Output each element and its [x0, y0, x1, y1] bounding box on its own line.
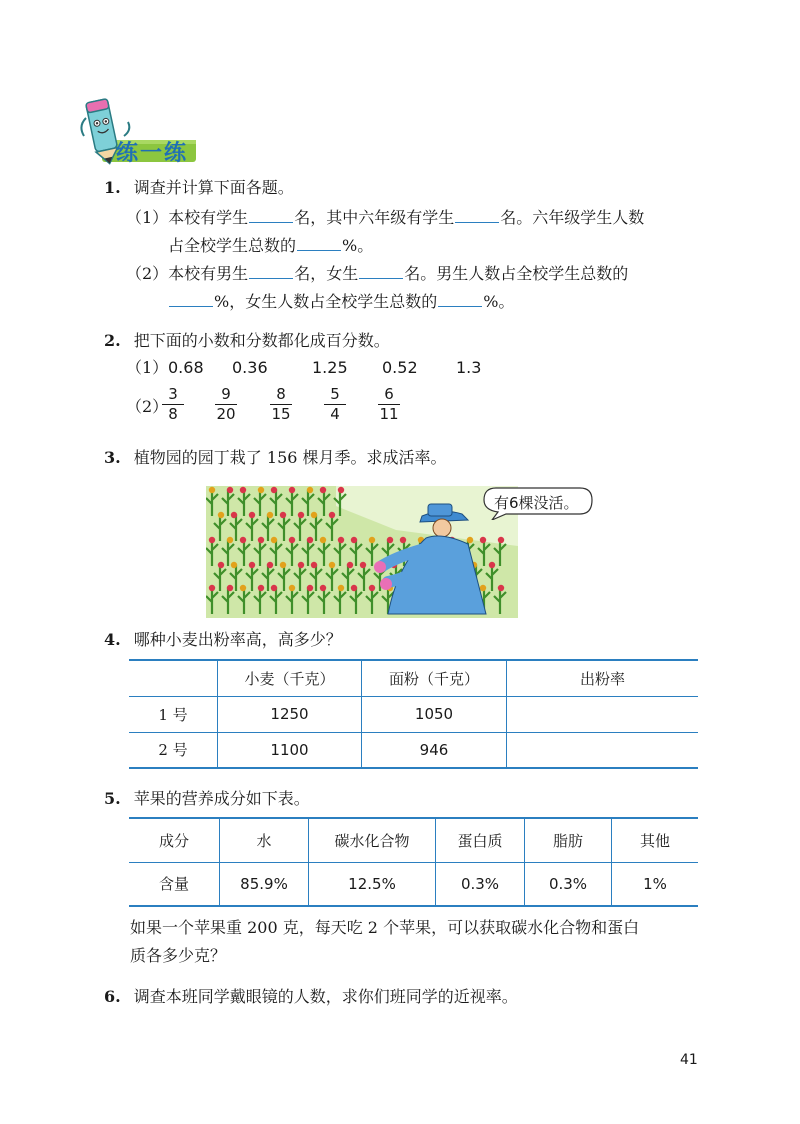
fraction-item — [213, 386, 239, 423]
numerator: 5 — [330, 385, 340, 403]
table-header-row — [129, 660, 698, 696]
question-6 — [104, 987, 518, 1007]
answer-blank[interactable] — [455, 206, 499, 223]
rose-garden-illustration — [206, 486, 518, 618]
table-cell: 12.5% — [309, 862, 436, 906]
numerator: 9 — [221, 385, 231, 403]
table-cell: 0.3% — [436, 862, 525, 906]
table-header-row — [129, 818, 698, 862]
table-cell: 1100 — [218, 732, 362, 768]
text: 名。六年级学生人数 — [500, 208, 645, 227]
question-4 — [104, 630, 342, 650]
section-title: 练一练 — [116, 141, 189, 166]
q1-part2-line2 — [168, 290, 514, 312]
table-header-cell: 其他 — [612, 818, 699, 862]
fraction-item — [376, 386, 402, 423]
question-text: 植物园的园丁栽了 156 棵月季。求成活率。 — [133, 448, 447, 467]
table-header-cell: 小麦（千克） — [218, 660, 362, 696]
text: %。 — [342, 236, 374, 255]
denominator: 15 — [271, 405, 291, 423]
table-row — [129, 732, 698, 768]
fraction-item — [322, 386, 348, 423]
question-text: 苹果的营养成分如下表。 — [133, 789, 310, 808]
table-header-cell — [129, 660, 218, 696]
answer-cell[interactable] — [507, 696, 699, 732]
table-row — [129, 862, 698, 906]
text: （1）本校有学生 — [126, 208, 249, 227]
table-cell: 1 号 — [129, 696, 218, 732]
numerator: 3 — [168, 385, 178, 403]
answer-blank[interactable] — [438, 290, 482, 307]
q2-row2-label: （2） — [126, 397, 169, 416]
text: %，女生人数占全校学生总数的 — [214, 292, 438, 311]
q2-row1-label: （1） — [126, 358, 169, 377]
decimal-item: 1.25 — [312, 358, 348, 377]
speech-bubble — [482, 486, 594, 520]
text: %。 — [483, 292, 515, 311]
question-number: 2. — [104, 331, 121, 350]
decimal-item: 1.3 — [456, 358, 482, 377]
q5-followup-line2: 质各多少克？ — [130, 946, 227, 965]
apple-nutrition-table — [129, 817, 698, 907]
question-number: 1. — [104, 178, 121, 197]
text: 名，女生 — [294, 264, 359, 283]
wheat-table — [129, 659, 698, 769]
table-cell: 1050 — [362, 696, 507, 732]
answer-blank[interactable] — [249, 206, 293, 223]
text: 占全校学生总数的 — [168, 236, 297, 255]
denominator: 11 — [379, 405, 399, 423]
answer-blank[interactable] — [297, 234, 341, 251]
table-cell: 85.9% — [220, 862, 309, 906]
table-header-cell: 脂肪 — [525, 818, 612, 862]
table-header-cell: 出粉率 — [507, 660, 699, 696]
page-number: 41 — [680, 1052, 698, 1068]
question-3 — [104, 448, 447, 468]
table-cell: 0.3% — [525, 862, 612, 906]
table-cell: 946 — [362, 732, 507, 768]
table-cell: 1250 — [218, 696, 362, 732]
question-2 — [104, 331, 390, 351]
answer-blank[interactable] — [169, 290, 213, 307]
question-number: 5. — [104, 789, 121, 808]
question-text: 调查本班同学戴眼镜的人数，求你们班同学的近视率。 — [133, 987, 518, 1006]
answer-blank[interactable] — [249, 262, 293, 279]
text: 名。男生人数占全校学生总数的 — [404, 264, 629, 283]
decimal-item: 0.36 — [232, 358, 268, 377]
answer-blank[interactable] — [359, 262, 403, 279]
numerator: 8 — [276, 385, 286, 403]
question-text: 哪种小麦出粉率高，高多少？ — [133, 630, 342, 649]
q1-part1-line2 — [168, 234, 373, 256]
fraction-item — [160, 386, 186, 423]
numerator: 6 — [384, 385, 394, 403]
decimal-item: 0.68 — [168, 358, 204, 377]
question-number: 4. — [104, 630, 121, 649]
question-text: 把下面的小数和分数都化成百分数。 — [133, 331, 390, 350]
garden-scene-icon — [206, 486, 518, 618]
q5-followup-line1: 如果一个苹果重 200 克，每天吃 2 个苹果，可以获取碳水化合物和蛋白 — [130, 918, 640, 937]
table-header-cell: 成分 — [158, 831, 189, 850]
table-header-cell: 面粉（千克） — [362, 660, 507, 696]
question-1 — [104, 178, 294, 198]
table-header-cell: 水 — [220, 818, 309, 862]
table-header-cell: 碳水化合物 — [309, 818, 436, 862]
text: （2）本校有男生 — [126, 264, 249, 283]
table-cell: 1% — [612, 862, 699, 906]
q1-part2-line1 — [126, 262, 628, 284]
denominator: 4 — [330, 405, 340, 423]
table-row — [129, 696, 698, 732]
question-5 — [104, 789, 310, 809]
table-header-cell: 蛋白质 — [436, 818, 525, 862]
question-number: 3. — [104, 448, 121, 467]
section-header — [74, 96, 204, 166]
denominator: 8 — [168, 405, 178, 423]
answer-cell[interactable] — [507, 732, 699, 768]
fraction-item — [268, 386, 294, 423]
question-text: 调查并计算下面各题。 — [133, 178, 294, 197]
table-cell: 2 号 — [129, 732, 218, 768]
bubble-text: 有6棵没活。 — [494, 494, 579, 512]
table-cell: 含量 — [129, 862, 220, 906]
denominator: 20 — [216, 405, 236, 423]
question-number: 6. — [104, 987, 121, 1006]
q1-part1-line1 — [126, 206, 644, 228]
decimal-item: 0.52 — [382, 358, 418, 377]
text: 名，其中六年级有学生 — [294, 208, 455, 227]
